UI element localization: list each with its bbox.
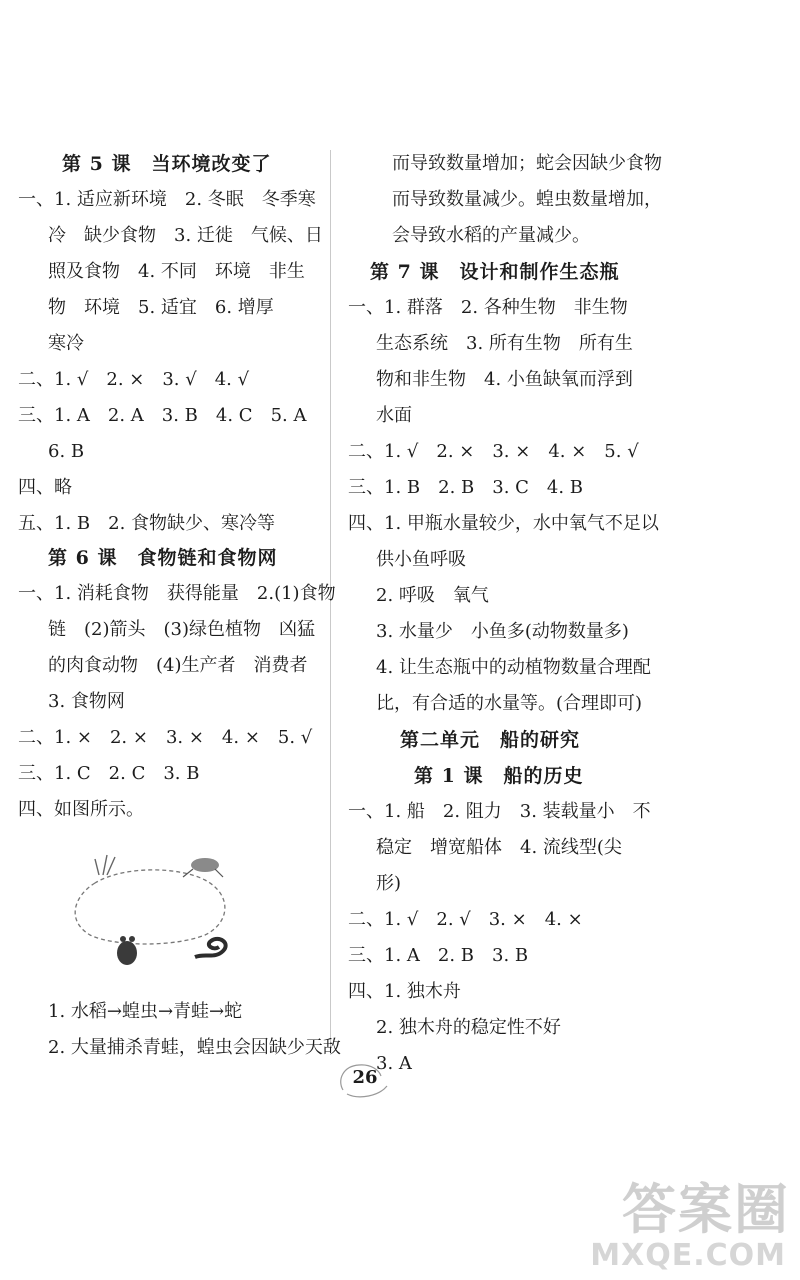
answer-line: 冷 缺少食物 3. 迁徙 气候、日 (48, 225, 323, 246)
answer-line: 2. 独木舟的稳定性不好 (376, 1017, 561, 1038)
snake-icon (195, 939, 226, 957)
lesson6-title: 第 6 课 食物链和食物网 (48, 547, 278, 569)
answer-line: 物和非生物 4. 小鱼缺氧而浮到 (376, 369, 633, 390)
answer-line: 寒冷 (48, 333, 84, 354)
answer-line: 水面 (376, 405, 412, 426)
watermark (470, 1180, 800, 1280)
answer-line: 比，有合适的水量等。(合理即可) (376, 693, 643, 714)
answer-line: 链 (2)箭头 (3)绿色植物 凶猛 (48, 619, 315, 640)
answer-line: 供小鱼呼吸 (376, 549, 466, 570)
answer-line: 一、1. 群落 2. 各种生物 非生物 (348, 297, 628, 318)
answer-line: 3. 食物网 (48, 691, 125, 712)
answer-line: 会导致水稻的产量减少。 (392, 225, 590, 246)
page-number-badge (335, 1060, 395, 1100)
answer-line: 二、1. √ 2. × 3. √ 4. √ (18, 369, 250, 390)
lesson7-title: 第 7 课 设计和制作生态瓶 (370, 261, 620, 283)
answer-line: 形) (376, 873, 402, 894)
answer-line: 的肉食动物 (4)生产者 消费者 (48, 655, 308, 676)
answer-line: 三、1. C 2. C 3. B (18, 763, 200, 784)
answer-line: 三、1. B 2. B 3. C 4. B (348, 477, 584, 498)
answer-line: 2. 大量捕杀青蛙，蝗虫会因缺少天敌 (48, 1037, 341, 1058)
answer-line: 6. B (48, 441, 85, 462)
answer-line: 三、1. A 2. A 3. B 4. C 5. A (18, 405, 307, 426)
watermark-en: MXQE.COM (590, 1238, 786, 1273)
locust-icon (183, 858, 223, 877)
watermark-cn: 答案圈 (622, 1178, 790, 1241)
answer-line: 二、1. √ 2. √ 3. × 4. × (348, 909, 583, 930)
answer-line: 照及食物 4. 不同 环境 非生 (48, 261, 305, 282)
answer-line: 二、1. √ 2. × 3. × 4. × 5. √ (348, 441, 639, 462)
answer-line: 生态系统 3. 所有生物 所有生 (376, 333, 633, 354)
answer-line: 四、1. 独木舟 (348, 981, 461, 1002)
answer-line: 稳定 增宽船体 4. 流线型(尖 (376, 837, 622, 858)
answer-line: 3. 水量少 小鱼多(动物数量多) (376, 621, 629, 642)
answer-line: 而导致数量增加；蛇会因缺少食物 (392, 153, 662, 174)
lesson1-title: 第 1 课 船的历史 (414, 765, 584, 787)
answer-line: 1. 水稻→蝗虫→青蛙→蛇 (48, 1001, 243, 1022)
frog-icon (117, 936, 137, 965)
answer-line: 而导致数量减少。蝗虫数量增加， (392, 189, 662, 210)
answer-line: 二、1. × 2. × 3. × 4. × 5. √ (18, 727, 313, 748)
unit2-title: 第二单元 船的研究 (400, 729, 581, 751)
answer-line: 一、1. 船 2. 阻力 3. 装载量小 不 (348, 801, 651, 822)
answer-line: 4. 让生态瓶中的动植物数量合理配 (376, 657, 651, 678)
answer-line: 四、略 (18, 477, 72, 498)
answer-line: 2. 呼吸 氧气 (376, 585, 489, 606)
answer-line: 四、1. 甲瓶水量较少，水中氧气不足以 (348, 513, 659, 534)
answer-line: 三、1. A 2. B 3. B (348, 945, 529, 966)
answer-line: 五、1. B 2. 食物缺少、寒冷等 (18, 513, 276, 534)
answer-line: 一、1. 消耗食物 获得能量 2.(1)食物 (18, 583, 336, 604)
answer-line: 一、1. 适应新环境 2. 冬眠 冬季寒 (18, 189, 316, 210)
answer-line: 物 环境 5. 适宜 6. 增厚 (48, 297, 274, 318)
rice-plant-icon (95, 855, 115, 875)
lesson5-title: 第 5 课 当环境改变了 (62, 153, 272, 175)
food-web-figure (55, 835, 245, 970)
answer-line: 3. A (376, 1053, 412, 1074)
page-number: 26 (352, 1067, 378, 1088)
answer-line: 四、如图所示。 (18, 799, 144, 820)
